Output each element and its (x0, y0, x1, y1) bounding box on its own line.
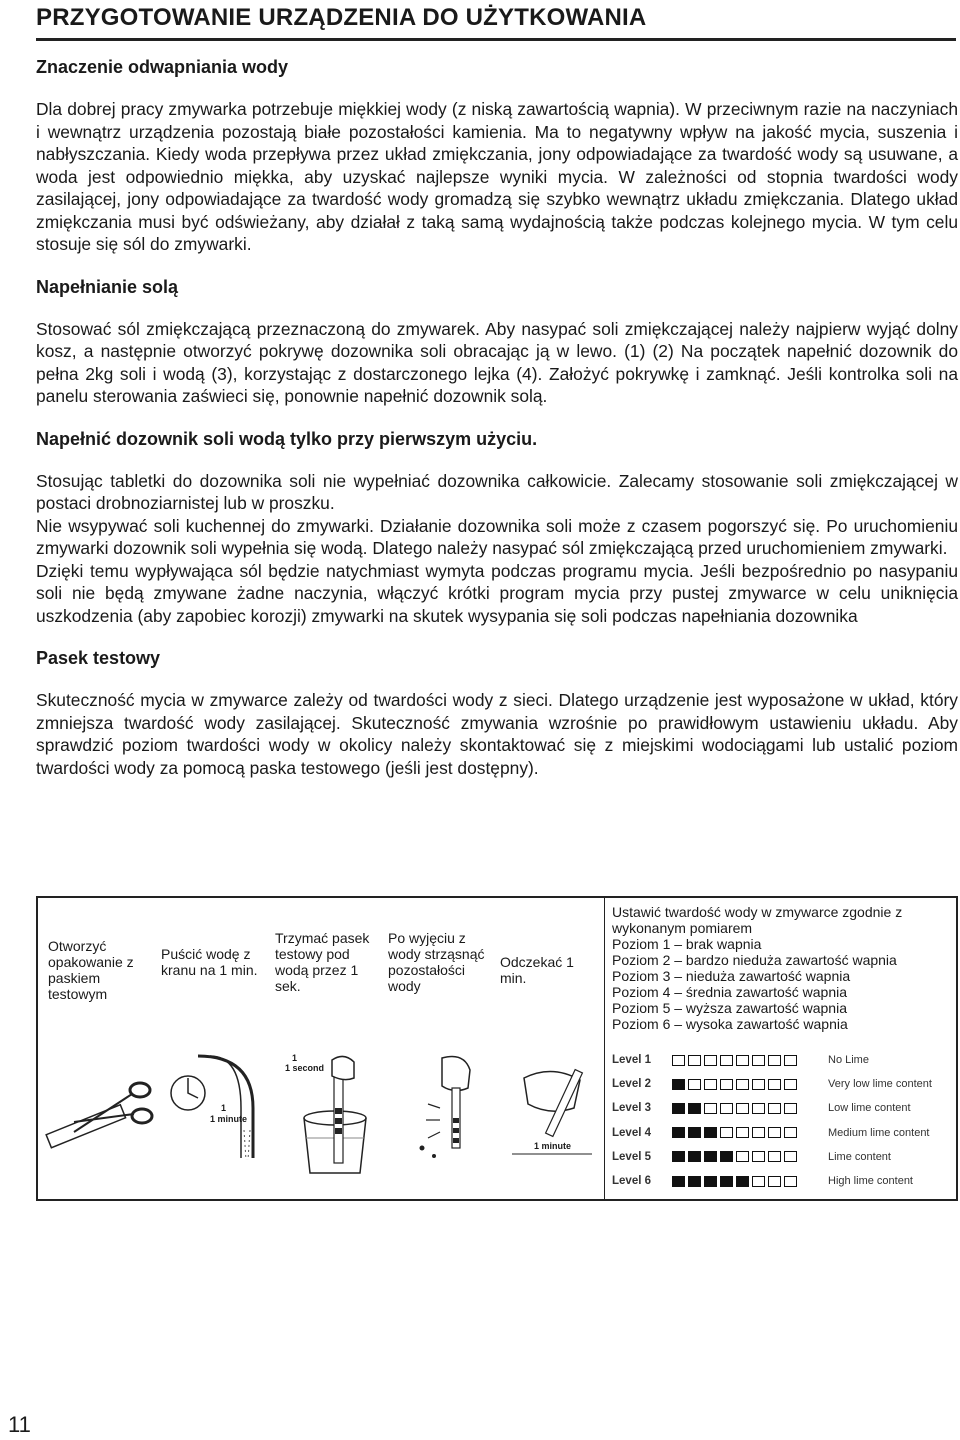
lime-square (720, 1079, 733, 1090)
chart-squares (672, 1055, 822, 1066)
chart-level-label: Level 6 (612, 1175, 651, 1188)
chart-squares (672, 1151, 822, 1162)
chart-squares (672, 1127, 822, 1138)
second-label: 1 second (285, 1063, 325, 1073)
paragraph-kitchen-salt: Nie wsypywać soli kuchennej do zmywarki. Działanie dozownika soli może z czasem pogorszyć się. Po uruchomieniu zmywarki dozownik soli wypełnia się wodą. Dlatego należy nasypać sól zmiękczającą przed uruchomieniem zmywarki. (36, 515, 958, 558)
step-shake-off: Po wyjęciu z wody strząsnąć pozostałości wody (388, 930, 485, 994)
minute-label: 1 minute (534, 1141, 572, 1151)
lime-square (752, 1127, 765, 1138)
shake-strip-illustration (392, 1048, 502, 1168)
hardness-level-5: Poziom 5 – wyższa zawartość wapnia (612, 1000, 847, 1016)
lime-square (704, 1151, 717, 1162)
lime-square (736, 1079, 749, 1090)
lime-square (768, 1079, 781, 1090)
section-text-test-strip: Skuteczność mycia w zmywarce zależy od twardości wody z sieci. Dlatego urządzenie jest wyposażone w układ, który zmniejsza twardość wody zasilającej. Skuteczność zmywania wzrośnie po prawidłowym ustawieniu układu. Aby sprawdzić poziom twardości wody w okolicy należy skontaktować się z miejskimi wodociągami lub ustalić poziom twardości wody za pomocą paska testowego (jeśli jest dostępny). (36, 690, 958, 778)
chart-level-desc: No Lime (828, 1054, 869, 1067)
lime-square (752, 1079, 765, 1090)
section-heading-salt-filling: Napełnianie solą (36, 276, 179, 297)
lime-square (720, 1176, 733, 1187)
main-content (36, 56, 958, 779)
table-divider (604, 898, 605, 1199)
paragraph-wash-out: Dzięki temu wypływająca sól będzie natychmiast wymyta podczas programu mycia. Jeśli bezpośrednio po nasypaniu soli nie będą zmywane żadne naczynia, włączyć krótki program mycia przy pustej zmywarce w celu uniknięcia uszkodzenia (aby zapobiec korozji) zmywarki na skutek wysypania się soli podczas napełniania dozownika (36, 560, 958, 626)
lime-square (688, 1151, 701, 1162)
chart-row-level-6 (612, 1169, 948, 1193)
scissors-illustration (44, 1070, 154, 1160)
lime-square (720, 1055, 733, 1066)
lime-square (672, 1079, 685, 1090)
step-run-water: Puścić wodę z kranu na 1 min. (161, 946, 258, 978)
hardness-level-4: Poziom 4 – średnia zawartość wapnia (612, 984, 848, 1000)
hardness-level-1: Poziom 1 – brak wapnia (612, 936, 762, 952)
lime-square (784, 1079, 797, 1090)
hardness-level-3: Poziom 3 – nieduża zawartość wapnia (612, 968, 851, 984)
lime-square (736, 1176, 749, 1187)
chart-row-level-2 (612, 1072, 948, 1096)
minute-label: 1 minute (210, 1114, 248, 1124)
wait-illustration (504, 1058, 600, 1178)
lime-square (672, 1176, 685, 1187)
lime-square (688, 1176, 701, 1187)
chart-row-level-5 (612, 1145, 948, 1169)
chart-level-label: Level 1 (612, 1054, 651, 1067)
one-label: 1 (221, 1103, 227, 1113)
lime-square (768, 1151, 781, 1162)
lime-square (784, 1103, 797, 1114)
chart-row-level-1 (612, 1048, 948, 1072)
one-label: 1 (292, 1053, 298, 1063)
lime-square (736, 1103, 749, 1114)
lime-square (784, 1055, 797, 1066)
lime-square (672, 1127, 685, 1138)
lime-square (784, 1151, 797, 1162)
lime-square (688, 1079, 701, 1090)
faucet-illustration (158, 1048, 268, 1168)
lime-square (752, 1176, 765, 1187)
lime-square (688, 1103, 701, 1114)
lime-square (768, 1103, 781, 1114)
step-wait: Odczekać 1 min. (500, 954, 574, 986)
chart-level-label: Level 5 (612, 1150, 651, 1163)
hardness-level-2: Poziom 2 – bardzo nieduża zawartość wapnia (612, 952, 897, 968)
lime-square (704, 1103, 717, 1114)
lime-square (768, 1127, 781, 1138)
step-hold-strip: Trzymać pasek testowy pod wodą przez 1 sek. (275, 930, 370, 994)
chart-squares (672, 1103, 822, 1114)
lime-square (752, 1103, 765, 1114)
lime-square (768, 1176, 781, 1187)
lime-square (720, 1151, 733, 1162)
section-heading-decalcification: Znaczenie odwapniania wody (36, 57, 289, 77)
chart-row-level-4 (612, 1121, 948, 1145)
chart-level-label: Level 4 (612, 1126, 651, 1139)
chart-squares (672, 1079, 822, 1090)
lime-square (704, 1127, 717, 1138)
lime-square (720, 1103, 733, 1114)
lime-square (736, 1151, 749, 1162)
chart-level-desc: Lime content (828, 1150, 891, 1163)
lime-square (752, 1055, 765, 1066)
lime-square (672, 1103, 685, 1114)
hardness-level-6: Poziom 6 – wysoka zawartość wapnia (612, 1016, 848, 1032)
section-heading-test-strip: Pasek testowy (36, 648, 161, 668)
section-text-salt-filling: Stosować sól zmiękczającą przeznaczoną do zmywarek. Aby nasypać soli zmiękczającej należy najpierw wyjąć dolny kosz, a następnie otworzyć pokrywę dozownika soli obracając ją w lewo. (1) (2) Na początek napełnić dozownik do pełna 2kg soli i wodą (3), korzystając z dostarczonego lejka (4). Założyć pokrywkę i zamknąć. Jeśli kontrolka soli na panelu sterowania zaświeci się, ponownie napełnić dozownik solą. (36, 318, 958, 406)
lime-square (768, 1055, 781, 1066)
hardness-intro: Ustawić twardość wody w zmywarce zgodnie z wykonanym pomiarem (612, 904, 903, 936)
chart-level-desc: Low lime content (828, 1102, 911, 1115)
chart-level-label: Level 3 (612, 1102, 651, 1115)
lime-square (704, 1079, 717, 1090)
test-strip-instructions-table (36, 896, 958, 1201)
lime-square (736, 1055, 749, 1066)
paragraph-tablets: Stosując tabletki do dozownika soli nie wypełniać dozownika całkowicie. Zalecamy stosowanie soli zmiękczającej w postaci drobnoziarnistej lub w proszku. (36, 470, 958, 513)
chart-level-desc: Medium lime content (828, 1126, 930, 1139)
chart-squares (672, 1176, 822, 1187)
lime-square (688, 1055, 701, 1066)
section-text-decalcification: Dla dobrej pracy zmywarka potrzebuje miękkiej wody (z niską zawartością wapnia). W przeciwnym razie na naczyniach i wewnątrz urządzenia pozostają białe pozostałości kamienia. Ma to negatywny wpływ na jakość mycia, suszenia i nabłyszczania. Kiedy woda przepływa przez układ zmiękczania, jony odpowiadające za twardość wody są usuwane, a woda jest odpowiednio miękka, aby uzyskać najlepsze wyniki mycia. W zależności od stopnia twardości wody zasilającej, jony odpowiadające za twardość wody gromadzą się szybko wewnątrz układu zmiękczania. Dlatego układ zmiękczania musi być odświeżany, aby działał z taką samą wydajnością także podczas kolejnego mycia. W tym celu stosuje się sól do zmywarki. (36, 99, 958, 254)
page-title: PRZYGOTOWANIE URZĄDZENIA DO UŻYTKOWANIA (36, 4, 956, 41)
lime-square (752, 1151, 765, 1162)
page-number: 11 (8, 1412, 31, 1437)
step-open-package: Otworzyć opakowanie z paskiem testowym (48, 938, 134, 1002)
lime-square (688, 1127, 701, 1138)
lime-level-chart (612, 1048, 948, 1193)
hardness-setting-text (612, 904, 952, 1032)
section-heading-first-use: Napełnić dozownik soli wodą tylko przy pierwszym użyciu. (36, 428, 538, 449)
chart-level-desc: High lime content (828, 1175, 913, 1188)
lime-square (704, 1055, 717, 1066)
lime-square (672, 1151, 685, 1162)
chart-level-desc: Very low lime content (828, 1078, 932, 1091)
lime-square (736, 1127, 749, 1138)
lime-square (672, 1055, 685, 1066)
lime-square (720, 1127, 733, 1138)
lime-square (784, 1176, 797, 1187)
lime-square (704, 1176, 717, 1187)
chart-row-level-3 (612, 1096, 948, 1120)
chart-level-label: Level 2 (612, 1078, 651, 1091)
lime-square (784, 1127, 797, 1138)
